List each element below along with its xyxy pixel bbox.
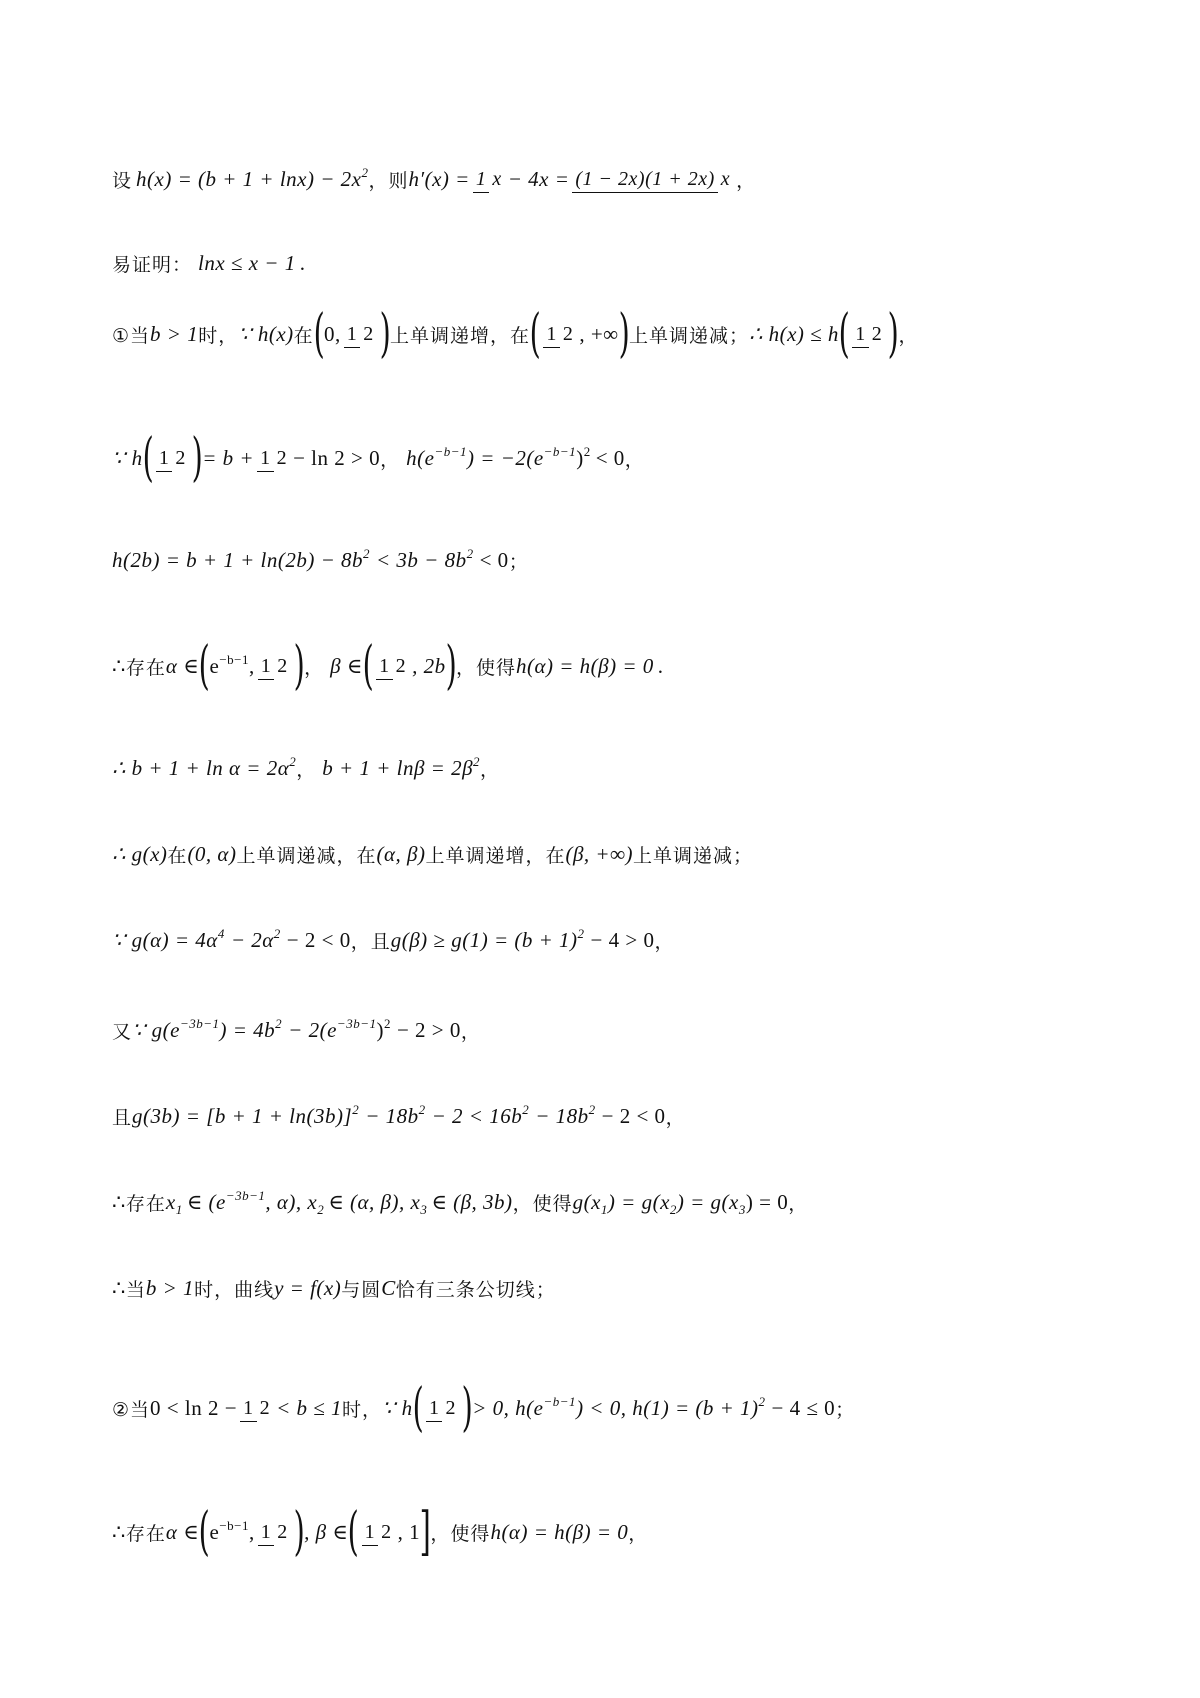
math: ∈ (α, β), $x_3$ bbox=[328, 1189, 428, 1217]
text: 恰有三条公切线； bbox=[395, 1278, 556, 1301]
equation-line-10 bbox=[112, 1014, 1112, 1046]
math: )$^2$ bbox=[376, 1015, 391, 1042]
math: , α), $x_2$ bbox=[265, 1189, 325, 1217]
math: − $2(e^{-3b-1}$ bbox=[288, 1015, 377, 1042]
math: $e^{-b-1}$ bbox=[209, 1517, 250, 1544]
paren-close: ) bbox=[191, 428, 203, 488]
math: b > 1 bbox=[145, 1275, 195, 1300]
text: ，且 bbox=[350, 930, 391, 953]
math: − 2 > 0 bbox=[396, 1017, 461, 1042]
math: ∴ bbox=[112, 1189, 126, 1214]
math: < 0 bbox=[595, 445, 625, 470]
text: ，使得 bbox=[455, 656, 516, 679]
text: 时， bbox=[198, 324, 239, 347]
equation-line-13 bbox=[112, 1272, 1112, 1304]
text: ； bbox=[508, 550, 529, 573]
math: $(x) = (b + 1 + \ln x) - 2x^2$ bbox=[147, 164, 369, 191]
fraction: 1 2 bbox=[258, 655, 291, 677]
math: − 4x = bbox=[507, 166, 570, 191]
math: ) = 0 bbox=[745, 1189, 789, 1214]
text: ， bbox=[296, 758, 317, 781]
paren-open: ( bbox=[838, 304, 850, 364]
paren-open: ( bbox=[362, 636, 374, 696]
math: , +∞ bbox=[579, 321, 619, 346]
math: = b + bbox=[202, 445, 255, 470]
math: ) = $-2(e^{-b-1}$ bbox=[466, 443, 577, 470]
equation-line-9 bbox=[112, 924, 1112, 956]
math: ) < 0, $h(1) = (b + 1)^2$ bbox=[576, 1393, 766, 1420]
fraction: 1 2 bbox=[362, 1521, 395, 1543]
math: − 2 < 0 bbox=[601, 1103, 666, 1128]
fraction: 1 2 bbox=[258, 1521, 291, 1543]
text: . bbox=[299, 250, 306, 275]
math: − 2 < 0 bbox=[286, 927, 351, 952]
text: ， bbox=[380, 448, 401, 471]
math: h′(x) = bbox=[408, 166, 470, 191]
fraction: 1 2 bbox=[543, 323, 576, 345]
math: ) = $g(x_2$ bbox=[607, 1189, 677, 1217]
text: 上单调递减，在 bbox=[236, 844, 377, 867]
math: $g(x_1$ bbox=[572, 1189, 608, 1217]
math: $x_1$ bbox=[165, 1189, 183, 1217]
paren-close: ) bbox=[618, 304, 630, 364]
text: 上单调递增，在 bbox=[425, 844, 566, 867]
math: β ∈ bbox=[330, 653, 363, 678]
text: ， bbox=[628, 1522, 649, 1545]
text: ； bbox=[835, 1398, 856, 1421]
math: $g(3b) = [b + 1 + \ln(3b)]^2$ bbox=[132, 1101, 360, 1128]
paren-open: ( bbox=[313, 304, 325, 364]
math: $b + 1 + \ln\beta = 2\beta^2$ bbox=[322, 753, 481, 780]
fraction: 1 x bbox=[473, 168, 505, 190]
math: )$^2$ bbox=[576, 443, 591, 470]
equation-line-15 bbox=[112, 1498, 1112, 1566]
math: α ∈ bbox=[165, 653, 200, 678]
text: ， bbox=[788, 1192, 809, 1215]
equation-line-14 bbox=[112, 1374, 1112, 1442]
math: ∵ h(x) bbox=[238, 321, 294, 346]
fraction: 1 2 bbox=[426, 1397, 459, 1419]
text: 设 bbox=[112, 169, 133, 192]
math: (α, β) bbox=[376, 841, 426, 866]
text: 存在 bbox=[125, 1522, 166, 1545]
text: ， bbox=[736, 169, 757, 192]
text: 又 bbox=[112, 1020, 133, 1043]
math: − $2 < 16b^2$ bbox=[431, 1101, 530, 1128]
math: C bbox=[381, 1275, 396, 1300]
math: ∴ g(x) bbox=[112, 841, 168, 866]
text: 与圆 bbox=[341, 1278, 382, 1301]
math: ∈ ($e^{-3b-1}$ bbox=[186, 1187, 266, 1214]
paren-close: ) bbox=[293, 636, 305, 696]
equation-line-6 bbox=[112, 632, 1112, 700]
math: 0 < ln 2 − bbox=[150, 1395, 238, 1420]
math: < b ≤ 1 bbox=[276, 1395, 343, 1420]
fraction: 1 2 bbox=[257, 447, 290, 469]
text: 当 bbox=[125, 1278, 146, 1301]
text: 在 bbox=[293, 324, 314, 347]
text: ， bbox=[480, 758, 501, 781]
text: 时， bbox=[342, 1398, 383, 1421]
text: ， bbox=[304, 656, 325, 679]
math: − $18b^2$ bbox=[535, 1101, 596, 1128]
text: ，则 bbox=[368, 169, 409, 192]
math: , 1 bbox=[397, 1519, 421, 1544]
fraction: (1 − 2x)(1 + 2x) x bbox=[572, 168, 733, 190]
paren-open: ( bbox=[347, 1502, 360, 1562]
math: $g(\beta) \ge g(1) = (b + 1)^2$ bbox=[390, 925, 585, 952]
equation-line-1 bbox=[112, 148, 1112, 210]
math: (β, +∞) bbox=[565, 841, 634, 866]
math: ∴ bbox=[112, 1275, 126, 1300]
math: − $18b^2$ bbox=[365, 1101, 426, 1128]
math: > 0, $h(e^{-b-1}$ bbox=[472, 1393, 577, 1420]
paren-open: ( bbox=[529, 304, 541, 364]
text: ， bbox=[460, 1020, 481, 1043]
math: ∈ (β, 3b) bbox=[431, 1189, 513, 1214]
text: 在 bbox=[167, 844, 188, 867]
text: ①当 bbox=[112, 324, 151, 347]
text: 上单调递减； bbox=[633, 844, 754, 867]
text: ， bbox=[624, 448, 645, 471]
paren-close: ) bbox=[379, 304, 391, 364]
text: 上单调递增，在 bbox=[390, 324, 531, 347]
math: < $3b - 8b^2$ bbox=[376, 545, 474, 572]
equation-line-3 bbox=[112, 300, 1112, 368]
math: ∴ h(x) ≤ h bbox=[748, 321, 839, 346]
equation-line-7 bbox=[112, 752, 1112, 784]
paren-close: ) bbox=[445, 636, 457, 696]
text: 存在 bbox=[125, 656, 166, 679]
paren-close: ) bbox=[461, 1378, 473, 1438]
text: ，使得 bbox=[430, 1522, 491, 1545]
math: ∴ bbox=[112, 1519, 126, 1544]
paren-open: ( bbox=[198, 636, 210, 696]
text: 上单调递减； bbox=[628, 324, 749, 347]
math: − 4 ≤ 0 bbox=[771, 1395, 836, 1420]
math: $h(2b) = b + 1 + \ln(2b) - 8b^2$ bbox=[112, 545, 370, 572]
equation-line-11 bbox=[112, 1100, 1112, 1132]
equation-line-2 bbox=[112, 248, 1112, 278]
math: lnx ≤ x − 1 bbox=[198, 250, 296, 275]
text: ， bbox=[654, 930, 675, 953]
math: $e^{-b-1}$ bbox=[209, 651, 250, 678]
math: b > 1 bbox=[150, 321, 199, 346]
math: 0, bbox=[323, 321, 341, 346]
text: ， bbox=[898, 324, 919, 347]
fraction: 1 2 bbox=[240, 1397, 273, 1419]
equation-line-4 bbox=[112, 424, 1112, 492]
text: 且 bbox=[112, 1106, 133, 1129]
equation-line-8 bbox=[112, 838, 1112, 870]
text: . bbox=[657, 653, 664, 678]
math: ∵ h bbox=[112, 445, 143, 470]
paren-open: ( bbox=[142, 428, 154, 488]
text: ，使得 bbox=[512, 1192, 573, 1215]
math: , bbox=[249, 1519, 255, 1544]
fraction: 1 2 bbox=[852, 323, 885, 345]
text: ， bbox=[665, 1106, 686, 1129]
paren-open: ( bbox=[198, 1502, 210, 1562]
math: , bbox=[249, 653, 255, 678]
paren-close: ) bbox=[887, 304, 899, 364]
text: 存在 bbox=[125, 1192, 166, 1215]
fraction: 1 2 bbox=[156, 447, 189, 469]
math: (0, α) bbox=[187, 841, 237, 866]
equation-line-12 bbox=[112, 1186, 1112, 1218]
math: ∴ bbox=[112, 653, 126, 678]
math: − $2\alpha^2$ bbox=[230, 925, 281, 952]
math: y = f(x) bbox=[274, 1275, 342, 1300]
math: ∵ $g(e^{-3b-1}$ bbox=[132, 1015, 220, 1042]
fraction: 1 2 bbox=[344, 323, 377, 345]
bracket-close: ] bbox=[419, 1502, 431, 1562]
math: ) = $4b^2$ bbox=[219, 1015, 283, 1042]
paren-open: ( bbox=[412, 1378, 424, 1438]
text: 时，曲线 bbox=[194, 1278, 275, 1301]
math: , 2b bbox=[412, 653, 446, 678]
math: α ∈ bbox=[165, 1519, 200, 1544]
math: ) = $g(x_3$ bbox=[676, 1189, 746, 1217]
equation-line-5 bbox=[112, 544, 1112, 576]
math: ∴ $b + 1 + \ln \alpha = 2\alpha^2$ bbox=[112, 753, 297, 780]
math: h(α) = h(β) = 0 bbox=[490, 1519, 629, 1544]
text: 易证明： bbox=[112, 253, 193, 276]
math: ∵ h bbox=[382, 1395, 413, 1420]
math: h(α) = h(β) = 0 bbox=[515, 653, 654, 678]
math: − ln 2 > 0 bbox=[293, 445, 381, 470]
math: $h(e^{-b-1}$ bbox=[406, 443, 467, 470]
math: − 4 > 0 bbox=[590, 927, 655, 952]
fraction: 1 2 bbox=[376, 655, 409, 677]
math: h bbox=[136, 166, 148, 191]
math: ∵ $g(\alpha) = 4\alpha^4$ bbox=[112, 925, 225, 952]
math: < 0 bbox=[479, 547, 509, 572]
paren-close: ) bbox=[293, 1502, 305, 1562]
text: ②当 bbox=[112, 1398, 151, 1421]
math: , β ∈ bbox=[304, 1519, 349, 1544]
